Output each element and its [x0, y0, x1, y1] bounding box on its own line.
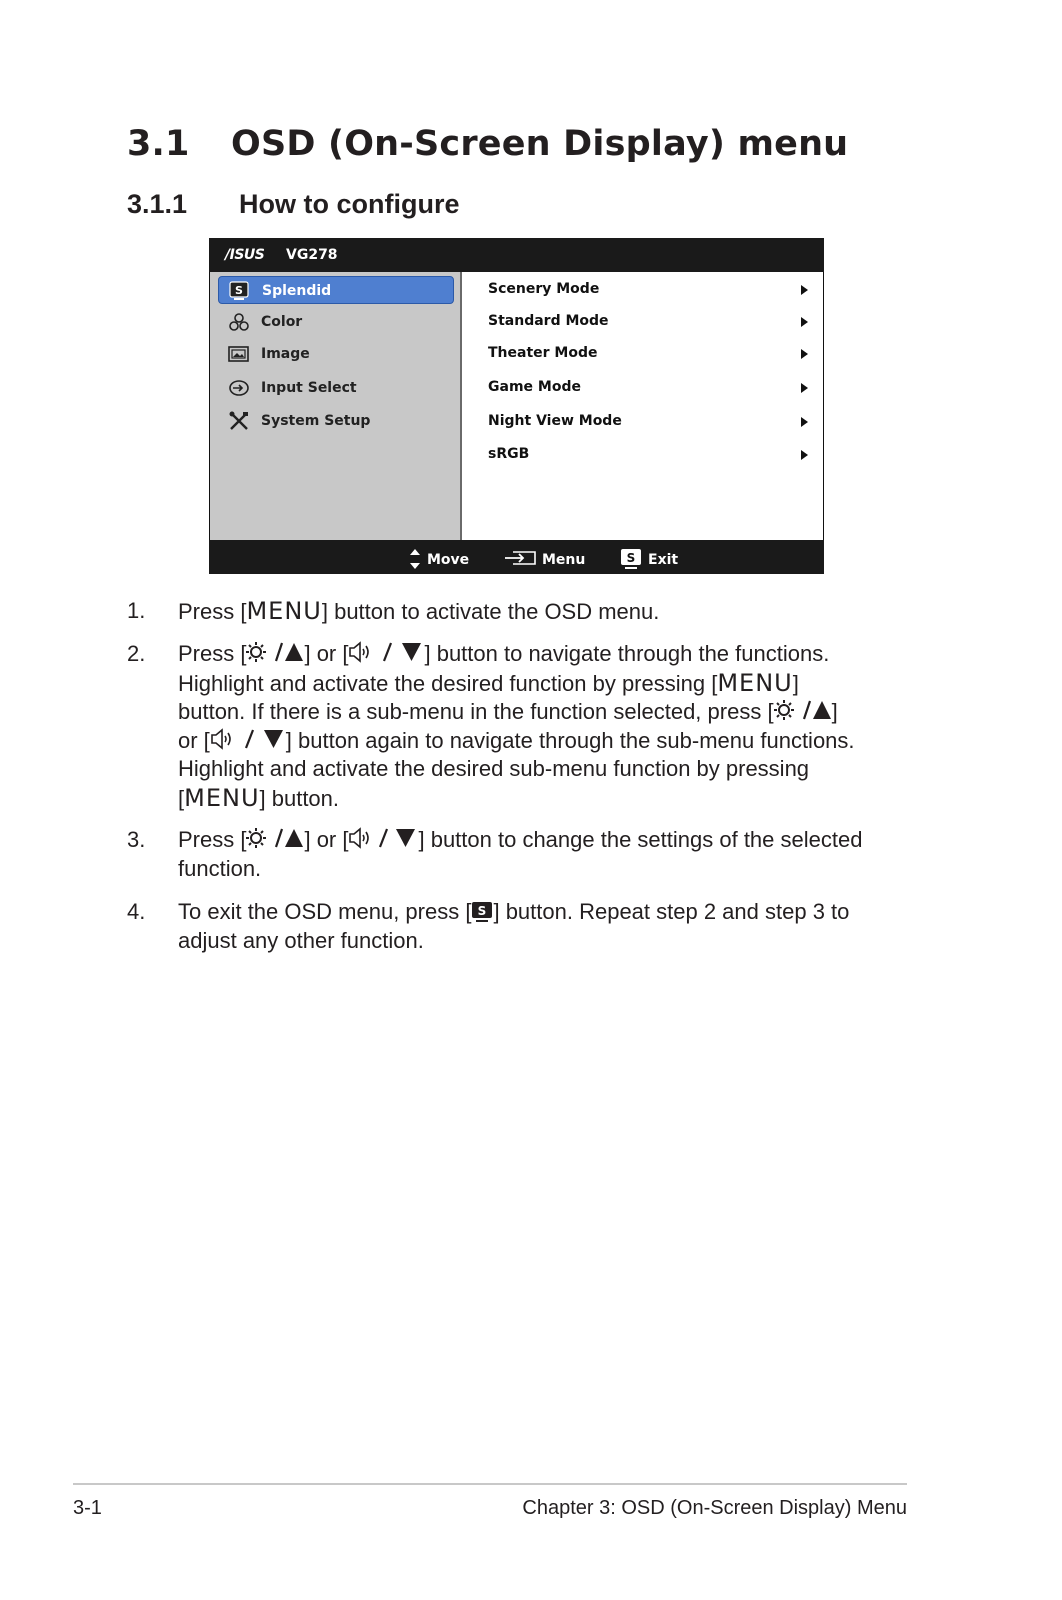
subsection-number: 3.1.1: [127, 189, 188, 219]
step-text: ] button. Repeat step 2 and step 3 to: [493, 899, 850, 924]
arrow-right-icon: [801, 317, 808, 327]
brightness-up-icon: [246, 826, 304, 850]
step-text: ] or [: [304, 641, 349, 666]
step-text: ] button again to navigate through the sub-menu functions.: [285, 727, 855, 753]
s-button-icon: [620, 548, 642, 570]
sub-item-night-view-mode[interactable]: [488, 410, 808, 434]
section-heading: [127, 124, 848, 164]
menu-item-label: Splendid: [262, 283, 332, 299]
footer-menu-label: Menu: [542, 552, 586, 568]
step-text: ] button to activate the OSD menu.: [321, 599, 660, 624]
menu-button-glyph: MENU: [184, 783, 260, 812]
up-down-arrow-icon: [409, 547, 421, 571]
step-text: Highlight and activate the desired sub-menu function by pressing: [178, 756, 810, 781]
sub-item-label: sRGB: [488, 446, 530, 462]
step-number: 2.: [127, 641, 146, 666]
svg-text:S: S: [478, 904, 487, 918]
brightness-up-icon: [774, 698, 832, 722]
enter-icon: [503, 548, 537, 568]
osd-main-menu: [210, 272, 460, 540]
step-text: ] or [: [304, 827, 349, 852]
image-icon: [228, 344, 250, 364]
step-text: ]: [831, 699, 838, 724]
menu-item-image[interactable]: [218, 340, 454, 368]
menu-item-input-select[interactable]: [218, 374, 454, 402]
step-text: Press [: [178, 641, 247, 666]
arrow-right-icon: [801, 383, 808, 393]
section-number: 3.1: [127, 124, 190, 164]
sub-item-label: Standard Mode: [488, 313, 609, 329]
sub-item-label: Game Mode: [488, 379, 581, 395]
arrow-right-icon: [801, 349, 808, 359]
s-button-icon: [471, 901, 493, 923]
step-number: 4.: [127, 899, 146, 924]
sub-item-scenery-mode[interactable]: [488, 278, 808, 302]
step-text: ] button to change the settings of the selected: [418, 827, 863, 852]
menu-item-label: Image: [261, 346, 310, 362]
input-select-icon: [228, 378, 250, 398]
menu-item-color[interactable]: [218, 308, 454, 336]
osd-model-name: VG278: [286, 247, 338, 263]
menu-item-label: Color: [261, 314, 303, 330]
step-text: adjust any other function.: [178, 927, 424, 953]
step-text: To exit the OSD menu, press [: [178, 899, 472, 924]
menu-item-label: System Setup: [261, 413, 371, 429]
sub-item-label: Theater Mode: [488, 345, 598, 361]
step-text: function.: [178, 855, 262, 881]
arrow-right-icon: [801, 285, 808, 295]
page-number: 3-1: [73, 1497, 102, 1519]
sub-item-theater-mode[interactable]: [488, 342, 808, 366]
step-number: 3.: [127, 827, 146, 852]
step-text: Press [: [178, 827, 247, 852]
section-title: OSD (On-Screen Display) menu: [231, 124, 849, 164]
splendid-s-icon: [229, 281, 251, 301]
menu-item-splendid[interactable]: [218, 276, 454, 304]
step-text: Highlight and activate the desired function by pressing [: [178, 670, 718, 696]
svg-text:S: S: [626, 551, 636, 565]
step-text: Press [: [178, 599, 247, 624]
osd-footer-bar: [209, 540, 824, 574]
footer-divider: [73, 1483, 907, 1485]
color-icon: [228, 312, 250, 332]
step-text: [: [178, 785, 185, 811]
osd-screenshot: [209, 238, 824, 574]
osd-title-bar: [209, 238, 824, 272]
sub-item-standard-mode[interactable]: [488, 310, 808, 334]
menu-button-glyph: MENU: [246, 597, 322, 625]
arrow-right-icon: [801, 450, 808, 460]
volume-down-icon: [210, 727, 286, 751]
step-text: ] button.: [259, 785, 340, 811]
step-number: 1.: [127, 598, 146, 623]
chapter-title: Chapter 3: OSD (On-Screen Display) Menu: [522, 1497, 907, 1519]
step-text: or [: [178, 727, 210, 753]
menu-item-system-setup[interactable]: [218, 407, 454, 435]
menu-item-label: Input Select: [261, 380, 357, 396]
sub-item-label: Night View Mode: [488, 413, 622, 429]
step-text: ]: [792, 670, 799, 696]
arrow-right-icon: [801, 417, 808, 427]
sub-item-srgb[interactable]: [488, 443, 808, 467]
volume-down-icon: [348, 826, 418, 850]
asus-logo: /ISUS: [225, 247, 265, 263]
sub-item-game-mode[interactable]: [488, 376, 808, 400]
subsection-heading: [127, 189, 459, 220]
step-text: button. If there is a sub-menu in the function selected, press [: [178, 699, 774, 724]
step-text: ] button to navigate through the functions.: [424, 641, 830, 666]
footer-move-label: Move: [427, 552, 470, 568]
tools-icon: [228, 411, 250, 431]
menu-button-glyph: MENU: [717, 668, 793, 697]
svg-text:S: S: [235, 284, 243, 297]
osd-sub-menu: [462, 272, 823, 540]
subsection-title: How to configure: [239, 189, 460, 219]
sub-item-label: Scenery Mode: [488, 281, 600, 297]
footer-exit-label: Exit: [648, 552, 679, 568]
brightness-up-icon: [246, 640, 304, 664]
volume-down-icon: [348, 640, 424, 664]
